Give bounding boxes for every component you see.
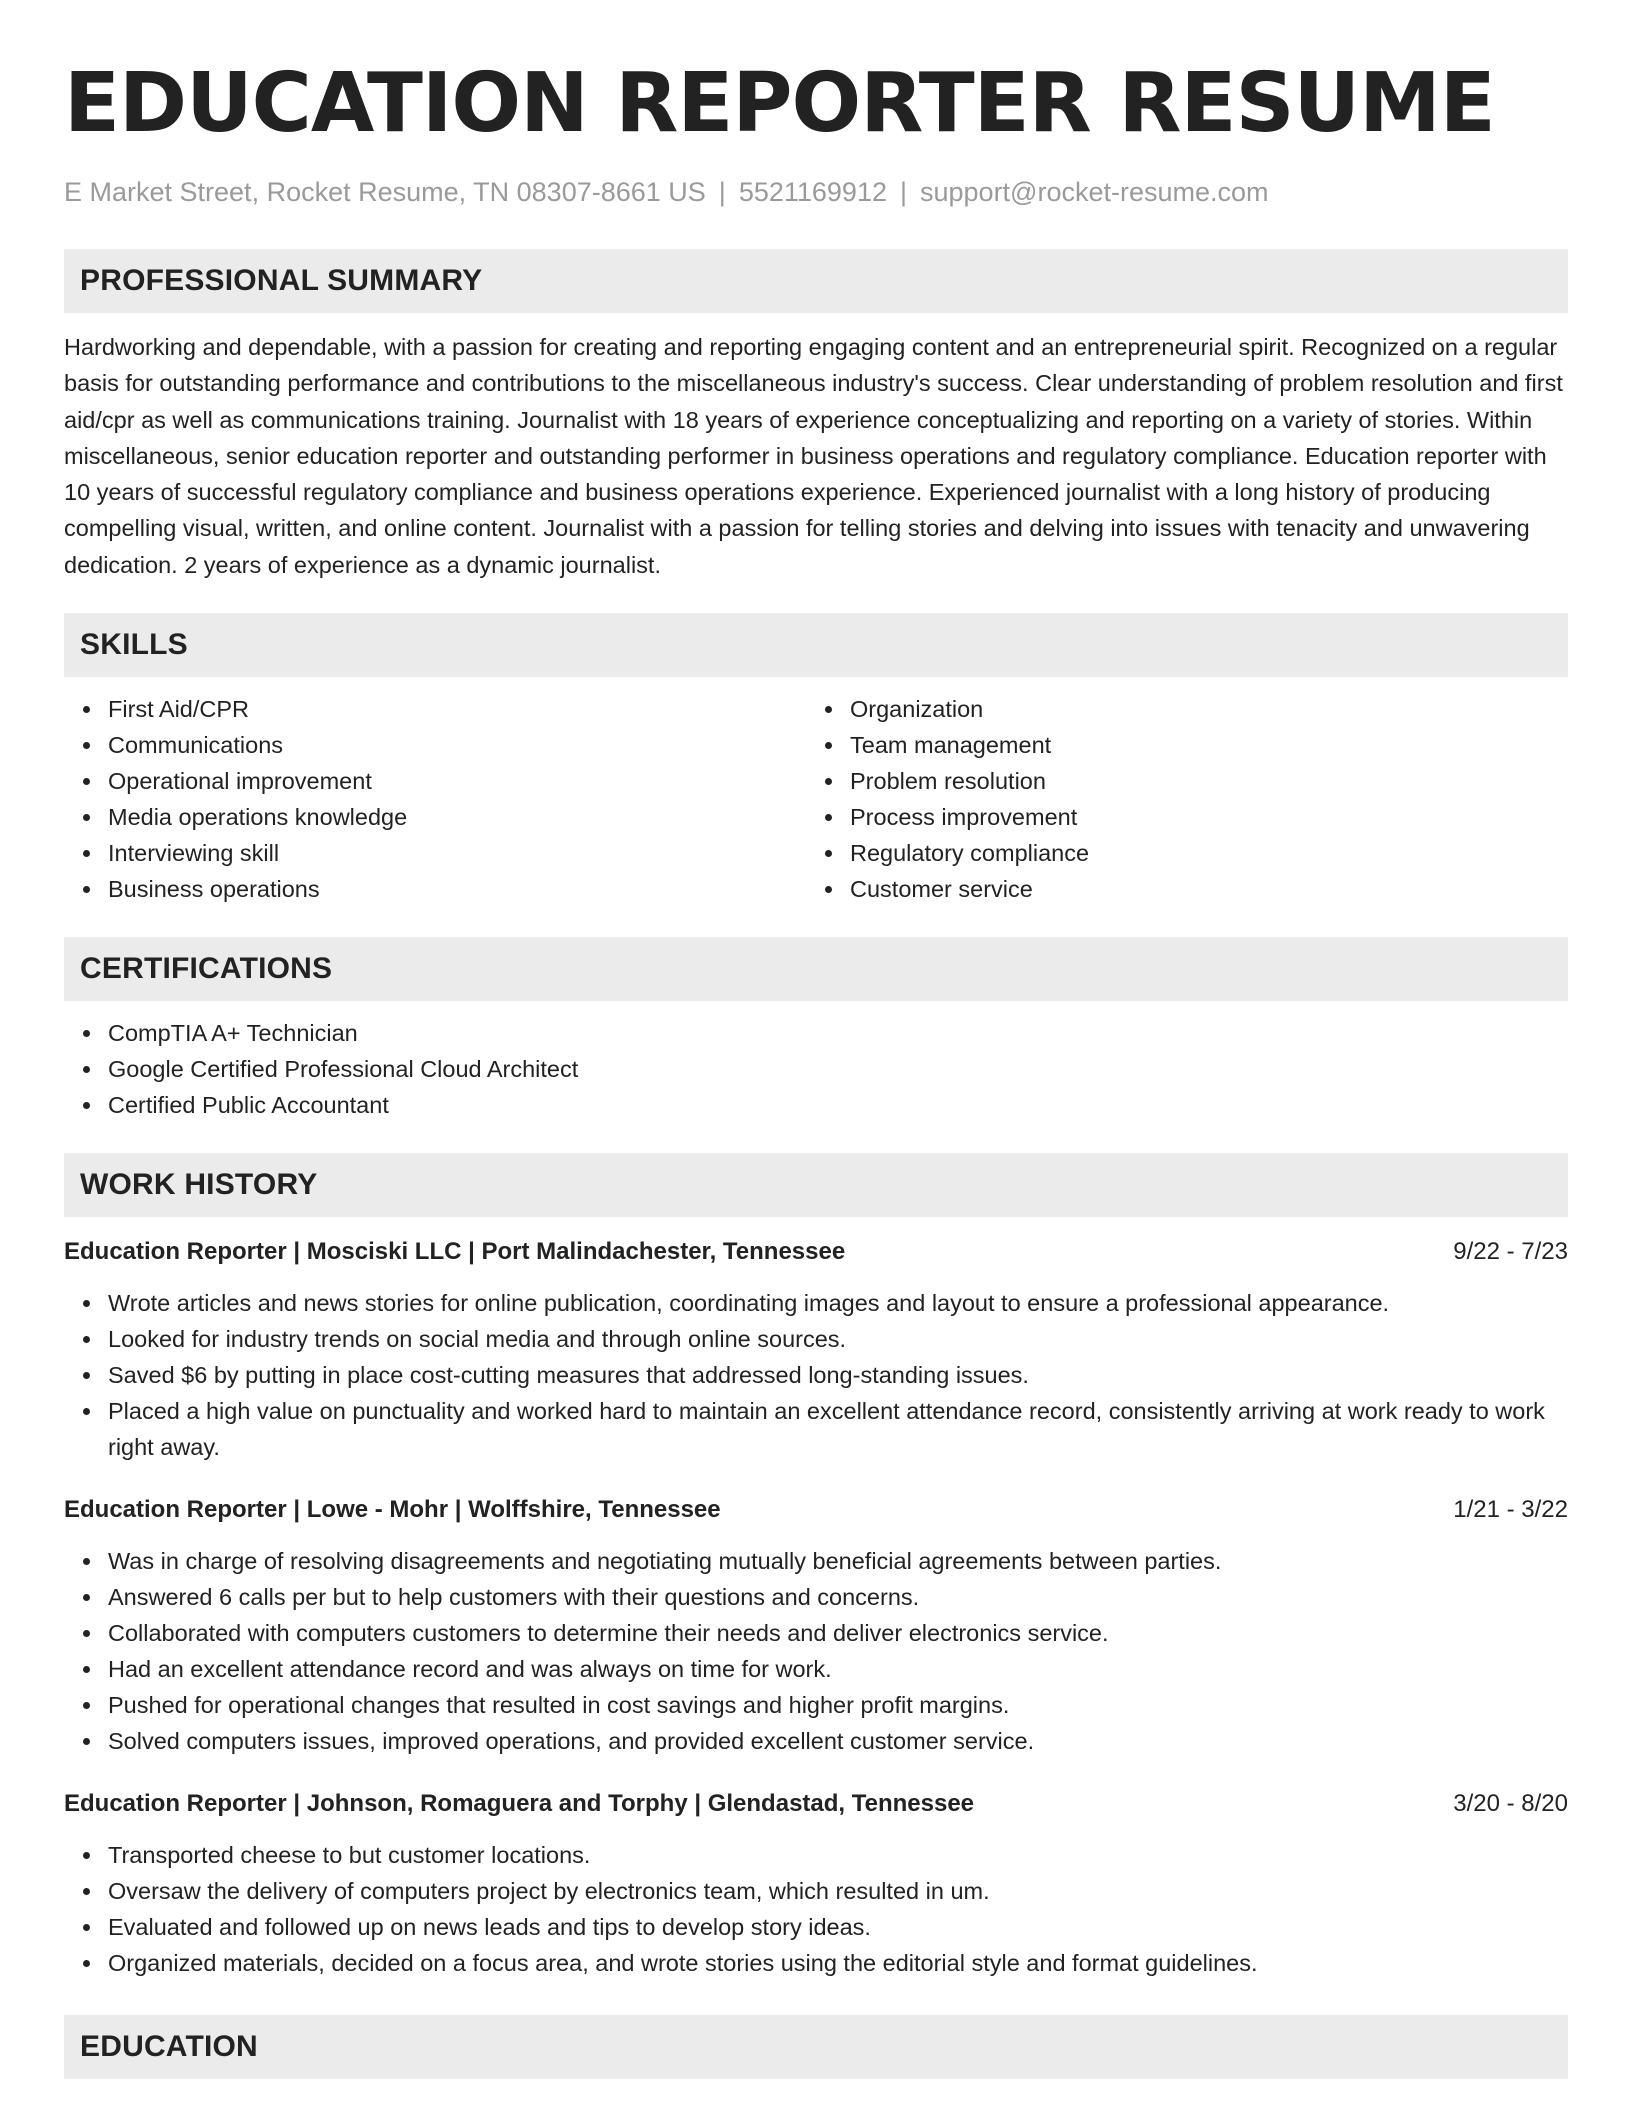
skill-item: Problem resolution [850,763,1550,799]
resume-title: EDUCATION REPORTER RESUME [64,56,1495,151]
certification-item: Certified Public Accountant [108,1087,1568,1123]
job-bullet: Wrote articles and news stories for online publication, coordinating images and layout to ensure a professional appearance. [108,1285,1568,1321]
section-heading-education: EDUCATION [64,2015,1568,2079]
job-bullets [64,1543,1568,1759]
skill-item: Regulatory compliance [850,835,1550,871]
job-bullet: Evaluated and followed up on news leads and tips to develop story ideas. [108,1909,1568,1945]
contact-separator: | [718,177,726,207]
contact-phone: 5521169912 [738,177,887,207]
job-dates: 9/22 - 7/23 [1453,1238,1568,1266]
job-bullet: Saved $6 by putting in place cost-cutting measures that addressed long-standing issues. [108,1357,1568,1393]
job-title: Education Reporter | Lowe - Mohr | Wolffshire, Tennessee [64,1496,721,1524]
skills-grid [64,691,1568,907]
job-header [64,1493,1568,1527]
section-heading-summary: PROFESSIONAL SUMMARY [64,249,1568,313]
job-entry [64,1493,1568,1759]
certification-item: CompTIA A+ Technician [108,1015,1568,1051]
skill-item: Communications [108,727,806,763]
skills-right-list [806,691,1550,907]
skill-item: Customer service [850,871,1550,907]
job-header [64,1235,1568,1269]
skill-item: Operational improvement [108,763,806,799]
certification-item: Google Certified Professional Cloud Architect [108,1051,1568,1087]
job-bullet: Organized materials, decided on a focus area, and wrote stories using the editorial style and format guidelines. [108,1945,1568,1981]
contact-line [64,172,1568,212]
summary-text: Hardworking and dependable, with a passion for creating and reporting engaging content and an entrepreneurial spirit. Recognized on a regular basis for outstanding performance and contributions to the miscellaneous industry's success. Clear understanding of problem resolution and first aid/cpr as well as communications training. Journalist with 18 years of experience conceptualizing and reporting on a variety of stories. Within miscellaneous, senior education reporter and outstanding performer in business operations and regulatory compliance. Education reporter with 10 years of successful regulatory compliance and business operations experience. Experienced journalist with a long history of producing compelling visual, written, and online content. Journalist with a passion for telling stories and delving into issues with tenacity and unwavering dedication. 2 years of experience as a dynamic journalist. [64,334,1563,578]
skill-item: Interviewing skill [108,835,806,871]
job-dates: 1/21 - 3/22 [1453,1496,1568,1524]
section-heading-work-history: WORK HISTORY [64,1153,1568,1217]
skill-item: Business operations [108,871,806,907]
section-heading-skills: SKILLS [64,613,1568,677]
section-heading-certifications: CERTIFICATIONS [64,937,1568,1001]
job-bullet: Transported cheese to but customer locations. [108,1837,1568,1873]
job-bullets [64,1285,1568,1465]
skill-item: Media operations knowledge [108,799,806,835]
skill-item: Process improvement [850,799,1550,835]
job-bullet: Oversaw the delivery of computers project by electronics team, which resulted in um. [108,1873,1568,1909]
skills-left-list [64,691,806,907]
job-bullet: Was in charge of resolving disagreements and negotiating mutually beneficial agreements between parties. [108,1543,1568,1579]
skill-item: First Aid/CPR [108,691,806,727]
job-header [64,1787,1568,1821]
skill-item: Team management [850,727,1550,763]
job-bullet: Placed a high value on punctuality and worked hard to maintain an excellent attendance record, consistently arriving at work ready to work right away. [108,1393,1568,1465]
skill-item: Organization [850,691,1550,727]
contact-address: E Market Street, Rocket Resume, TN 08307-8661 US [64,177,706,207]
job-entry [64,1235,1568,1465]
job-bullets [64,1837,1568,1981]
job-title: Education Reporter | Johnson, Romaguera and Torphy | Glendastad, Tennessee [64,1790,975,1818]
job-bullet: Collaborated with computers customers to determine their needs and deliver electronics service. [108,1615,1568,1651]
job-title: Education Reporter | Mosciski LLC | Port Malindachester, Tennessee [64,1238,846,1266]
job-entry [64,1787,1568,1981]
job-bullet: Answered 6 calls per but to help customers with their questions and concerns. [108,1579,1568,1615]
job-bullet: Had an excellent attendance record and was always on time for work. [108,1651,1568,1687]
job-bullet: Looked for industry trends on social media and through online sources. [108,1321,1568,1357]
job-bullet: Pushed for operational changes that resulted in cost savings and higher profit margins. [108,1687,1568,1723]
contact-email: support@rocket-resume.com [920,177,1269,207]
contact-separator: | [899,177,907,207]
job-dates: 3/20 - 8/20 [1453,1790,1568,1818]
certifications-list [64,1015,1568,1123]
job-bullet: Solved computers issues, improved operations, and provided excellent customer service. [108,1723,1568,1759]
